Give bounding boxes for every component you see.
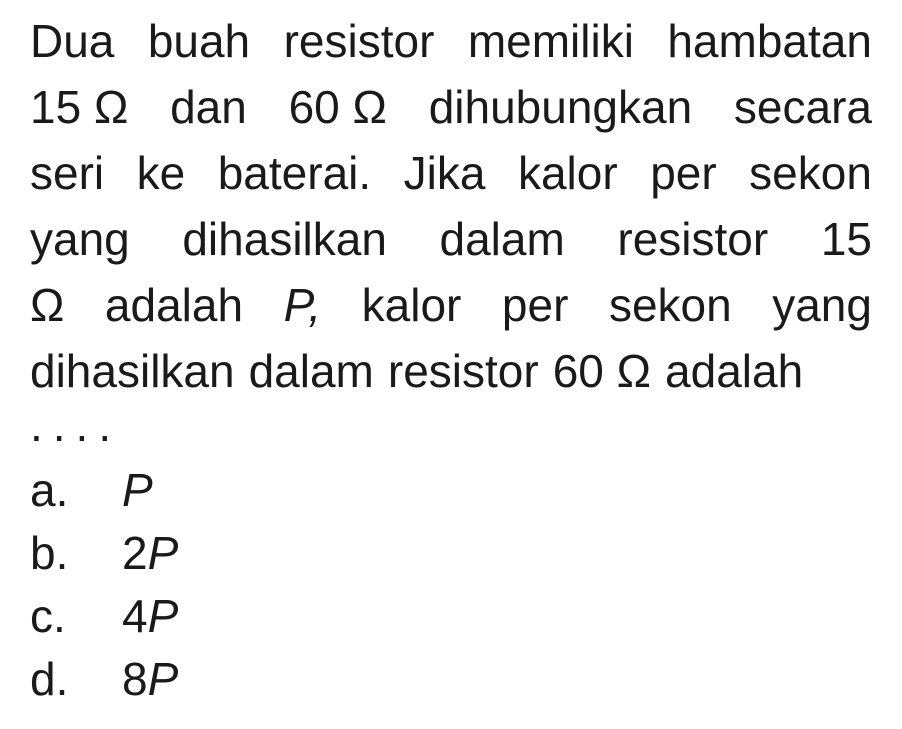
word: 15 Ω	[30, 81, 129, 133]
option-variable: P	[147, 653, 179, 705]
word: memiliki	[467, 15, 634, 67]
question-line-6	[30, 338, 872, 404]
word: resistor	[617, 213, 769, 265]
option-variable: P	[122, 464, 153, 516]
option-letter: b.	[30, 527, 69, 579]
word: dalam	[248, 345, 374, 397]
option-d[interactable]	[30, 652, 178, 715]
word: secara	[733, 81, 872, 133]
question-line-1	[30, 8, 872, 74]
option-c[interactable]	[30, 589, 178, 652]
word: Ω	[30, 279, 65, 331]
option-variable: P	[147, 590, 179, 642]
word: dihasilkan	[30, 345, 235, 397]
option-answer	[122, 526, 178, 580]
option-coefficient: 2	[122, 527, 148, 579]
option-b[interactable]	[30, 526, 178, 589]
question-line-2	[30, 74, 872, 140]
option-answer	[122, 589, 178, 643]
word: 15	[820, 213, 872, 265]
question-line-5	[30, 272, 872, 338]
word: dan	[170, 81, 247, 133]
option-coefficient: 8	[122, 653, 148, 705]
word: adalah	[665, 345, 804, 397]
question-ellipsis: ....	[30, 399, 122, 451]
word: per	[650, 147, 717, 199]
word: sekon	[749, 147, 872, 199]
answer-options	[30, 463, 178, 715]
word: 60 Ω	[288, 81, 387, 133]
option-coefficient: 4	[122, 590, 148, 642]
word: dalam	[439, 213, 565, 265]
word: per	[501, 279, 569, 331]
word: hambatan	[667, 15, 872, 67]
word: kalor	[517, 147, 618, 199]
option-variable: P	[147, 527, 179, 579]
word: baterai.	[217, 147, 372, 199]
option-answer	[122, 463, 153, 517]
word: sekon	[608, 279, 732, 331]
word: dihasilkan	[182, 213, 387, 265]
word: ke	[136, 147, 186, 199]
word: resistor	[387, 345, 539, 397]
question-line-3	[30, 140, 872, 206]
word: dihubungkan	[428, 81, 693, 133]
option-answer	[122, 652, 178, 706]
word: seri	[30, 147, 105, 199]
word: kalor	[361, 279, 462, 331]
word: 60 Ω	[552, 345, 652, 397]
word: Dua	[30, 15, 115, 67]
word: buah	[147, 15, 251, 67]
variable-p: P,	[283, 279, 322, 331]
question-line-4	[30, 206, 872, 272]
word: Jika	[403, 147, 486, 199]
word: adalah	[104, 279, 244, 331]
word: yang	[772, 279, 872, 331]
option-a[interactable]	[30, 463, 178, 526]
option-letter: c.	[30, 590, 66, 642]
question-text	[30, 8, 872, 404]
option-letter: a.	[30, 464, 69, 516]
word: yang	[30, 213, 130, 265]
word: resistor	[283, 15, 435, 67]
option-letter: d.	[30, 653, 69, 705]
